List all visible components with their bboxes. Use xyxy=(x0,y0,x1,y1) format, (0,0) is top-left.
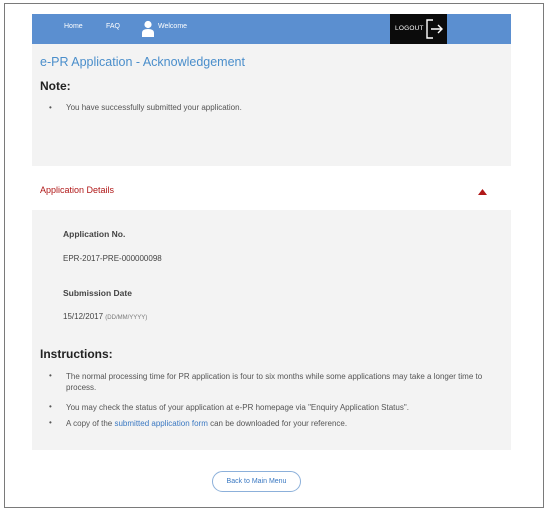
date-format-hint: (DD/MM/YYYY) xyxy=(105,315,148,321)
submission-date: 15/12/2017 xyxy=(63,312,104,321)
instruction-item-1: The normal processing time for PR application is four to six months while some applications may take a longer time to process. xyxy=(66,372,483,392)
note-heading: Note: xyxy=(40,79,71,93)
logout-button[interactable] xyxy=(390,14,447,44)
instruction-item-3 xyxy=(66,418,486,429)
details-panel xyxy=(32,210,511,450)
instruction-item-3-suffix: can be downloaded for your reference. xyxy=(207,419,348,428)
nav-faq-link[interactable]: FAQ xyxy=(106,23,121,30)
submitted-application-form-link[interactable]: submitted application form xyxy=(114,419,208,428)
back-to-main-menu-button[interactable]: Back to Main Menu xyxy=(212,471,301,492)
page-title: e-PR Application - Acknowledgement xyxy=(40,55,245,69)
application-no-value: EPR-2017-PRE-000000098 xyxy=(63,254,162,263)
caret-up-icon[interactable] xyxy=(478,189,487,195)
nav-welcome-text: Welcome xyxy=(158,23,188,30)
application-details-title: Application Details xyxy=(40,185,115,195)
nav-home-link[interactable]: Home xyxy=(64,23,83,30)
logout-icon xyxy=(426,19,444,39)
submission-date-value xyxy=(63,312,147,321)
instruction-item-2: You may check the status of your application at e-PR homepage via "Enquiry Application Status". xyxy=(66,403,409,412)
bullet: • xyxy=(49,418,52,427)
bullet: • xyxy=(49,103,52,112)
instruction-item-3-prefix: A copy of the xyxy=(66,419,115,428)
submission-date-label: Submission Date xyxy=(63,288,132,298)
application-details-header[interactable] xyxy=(32,167,511,210)
bullet: • xyxy=(49,371,52,380)
application-no-label: Application No. xyxy=(63,229,126,239)
note-item: You have successfully submitted your application. xyxy=(66,103,242,112)
top-nav-bar xyxy=(32,14,511,44)
user-icon xyxy=(142,20,154,37)
bullet: • xyxy=(49,402,52,411)
instructions-heading: Instructions: xyxy=(40,347,113,361)
logout-label: LOGOUT xyxy=(395,25,424,32)
